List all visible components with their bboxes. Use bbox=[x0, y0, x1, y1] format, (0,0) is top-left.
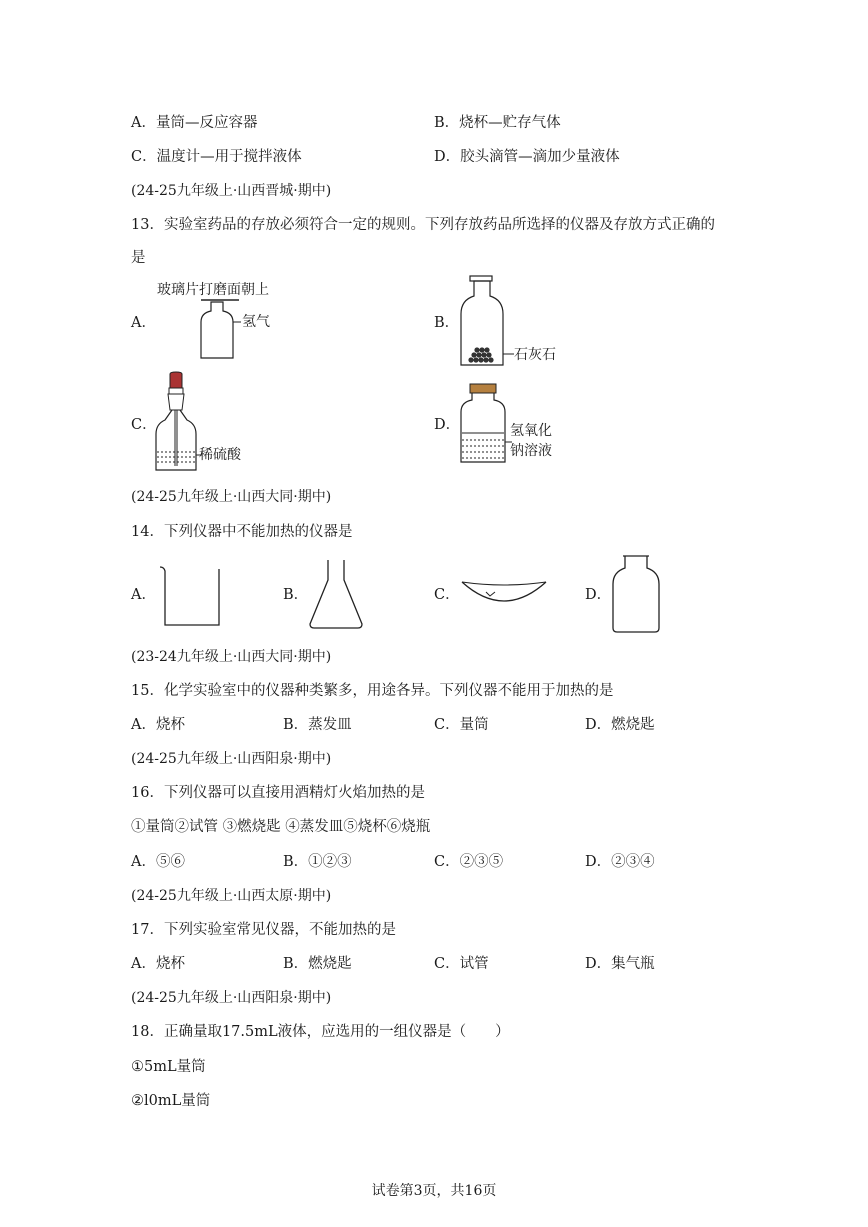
q14-option-d: D． bbox=[585, 587, 612, 603]
q13-c-label: 稀硫酸 bbox=[199, 447, 241, 463]
q13-option-a: A． bbox=[131, 315, 156, 331]
q16-option-a: A．⑤⑥ bbox=[131, 854, 185, 870]
q12-option-d: D．胶头滴管—滴加少量液体 bbox=[434, 149, 620, 165]
page-footer: 试卷第3页，共16页 bbox=[371, 1183, 497, 1199]
q16-items: ①量筒②试管 ③燃烧匙 ④蒸发皿⑤烧杯⑥烧瓶 bbox=[131, 819, 431, 835]
q16-option-b: B．①②③ bbox=[283, 854, 352, 870]
q14-option-b: B． bbox=[283, 587, 309, 603]
q17-option-b: B．燃烧匙 bbox=[283, 956, 352, 972]
q12-option-c: C．温度计—用于搅拌液体 bbox=[131, 149, 302, 165]
wide-mouth-bottle-cork-figure bbox=[458, 384, 514, 466]
q14-option-c: C． bbox=[434, 587, 460, 603]
dropper-bottle-figure bbox=[150, 372, 202, 474]
q15-stem: 15．化学实验室中的仪器种类繁多，用途各异。下列仪器不能用于加热的是 bbox=[131, 683, 614, 699]
q13-a-caption: 玻璃片打磨面朝上 bbox=[157, 282, 269, 298]
q18-source: (24-25九年级上·山西阳泉·期中) bbox=[131, 990, 332, 1006]
q13-b-label: 石灰石 bbox=[514, 347, 556, 363]
q13-a-label: 氢气 bbox=[242, 314, 270, 330]
gas-bottle-glass-plate-figure bbox=[195, 298, 245, 362]
q17-option-c: C．试管 bbox=[434, 956, 489, 972]
q15-option-c: C．量筒 bbox=[434, 717, 489, 733]
q13-stem: 13．实验室药品的存放必须符合一定的规则。下列存放药品所选择的仪器及存放方式正确的 bbox=[131, 217, 715, 233]
q18-item-2: ②l0mL量筒 bbox=[131, 1093, 211, 1109]
q15-option-b: B．蒸发皿 bbox=[283, 717, 352, 733]
q16-option-d: D．②③④ bbox=[585, 854, 655, 870]
q12-option-b: B．烧杯—贮存气体 bbox=[434, 115, 561, 131]
q15-source: (23-24九年级上·山西大同·期中) bbox=[131, 649, 332, 665]
q14-stem: 14．下列仪器中不能加热的仪器是 bbox=[131, 524, 353, 540]
q16-stem: 16．下列仪器可以直接用酒精灯火焰加热的是 bbox=[131, 785, 425, 801]
q17-option-d: D．集气瓶 bbox=[585, 956, 655, 972]
q13-option-b: B． bbox=[434, 315, 460, 331]
q18-stem: 18．正确量取17.5mL液体，应选用的一组仪器是（ ） bbox=[131, 1024, 510, 1040]
q13-d-label-2: 钠溶液 bbox=[510, 443, 552, 459]
narrow-mouth-bottle-figure bbox=[458, 276, 518, 368]
q13-source: (24-25九年级上·山西晋城·期中) bbox=[131, 183, 332, 199]
q13-d-label-1: 氢氧化 bbox=[510, 423, 552, 439]
gas-collecting-bottle-figure bbox=[611, 554, 663, 634]
q17-source: (24-25九年级上·山西太原·期中) bbox=[131, 888, 332, 904]
beaker-figure bbox=[158, 565, 224, 629]
q13-stem-cont: 是 bbox=[131, 250, 146, 266]
q18-item-1: ①5mL量筒 bbox=[131, 1059, 206, 1075]
evaporating-dish-figure bbox=[460, 576, 548, 610]
q16-source: (24-25九年级上·山西阳泉·期中) bbox=[131, 751, 332, 767]
q17-option-a: A．烧杯 bbox=[131, 956, 185, 972]
q13-option-d: D． bbox=[434, 417, 461, 433]
q16-option-c: C．②③⑤ bbox=[434, 854, 504, 870]
q15-option-a: A．烧杯 bbox=[131, 717, 185, 733]
q17-stem: 17．下列实验室常见仪器，不能加热的是 bbox=[131, 922, 396, 938]
q12-option-a: A．量筒—反应容器 bbox=[131, 115, 258, 131]
q14-option-a: A． bbox=[131, 587, 156, 603]
q14-source: (24-25九年级上·山西大同·期中) bbox=[131, 489, 332, 505]
q13-option-c: C． bbox=[131, 417, 157, 433]
erlenmeyer-flask-figure bbox=[308, 558, 364, 630]
q15-option-d: D．燃烧匙 bbox=[585, 717, 655, 733]
